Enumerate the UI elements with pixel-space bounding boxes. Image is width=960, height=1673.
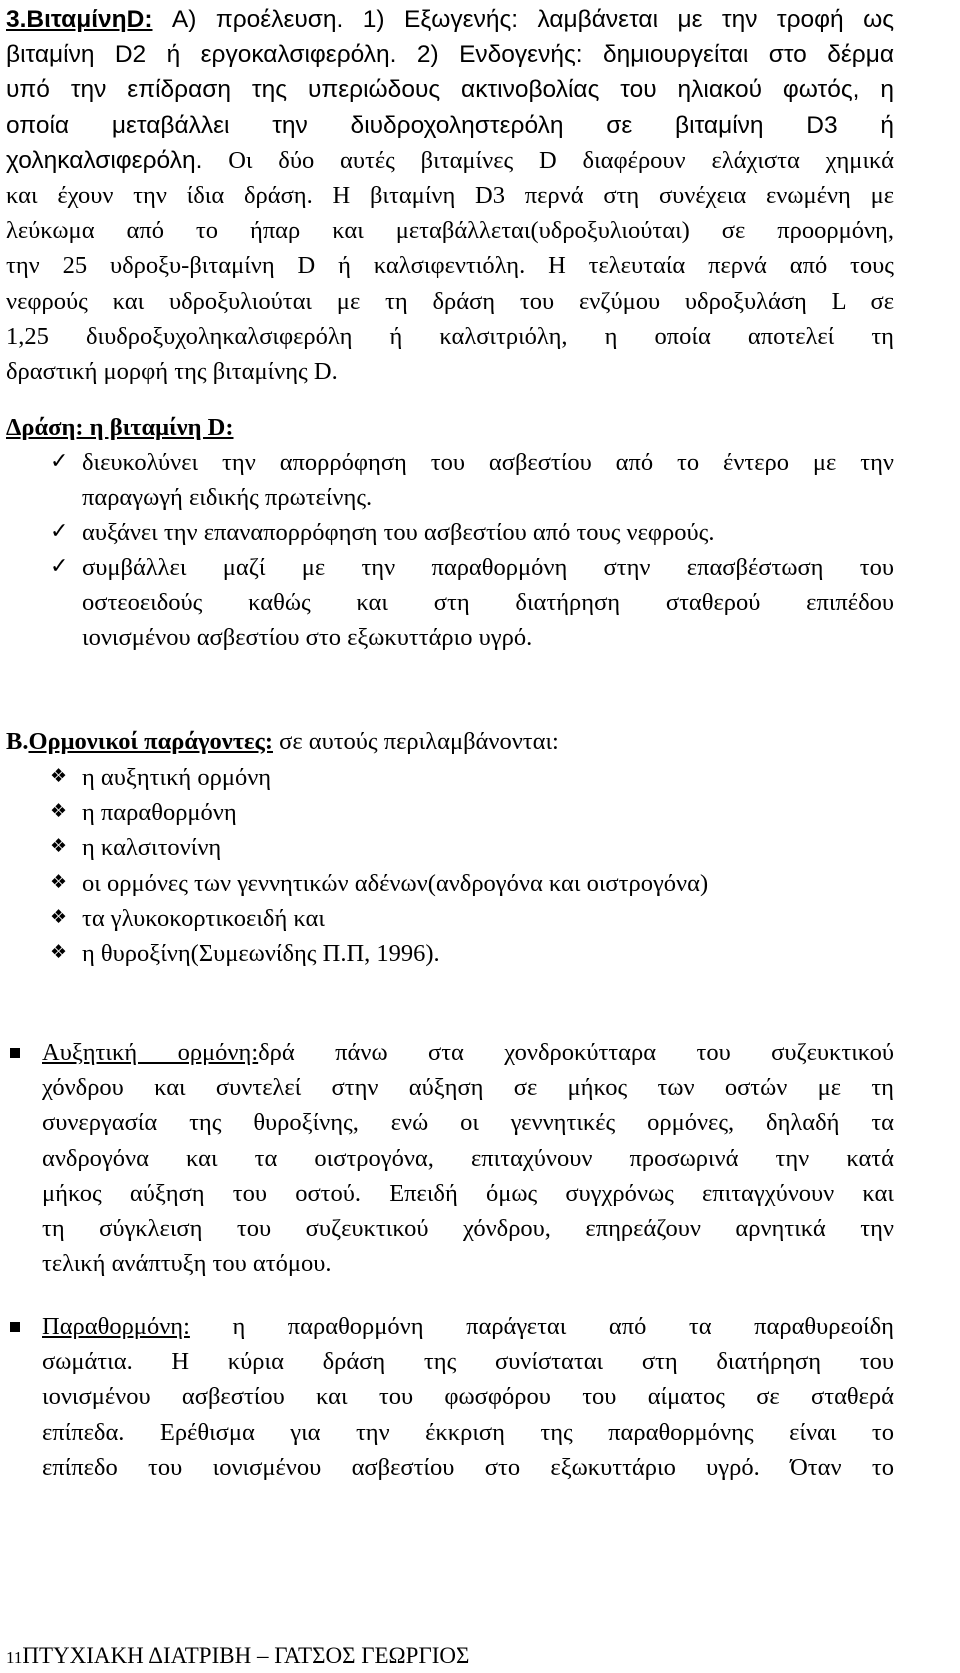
paragraph-line: δραστική μορφή της βιταμίνης D. xyxy=(6,357,338,385)
diamond-bullet-icon: ❖ xyxy=(50,940,68,963)
term: Αυξητική ορμόνη: xyxy=(42,1039,259,1066)
list-item: ❖ η αυξητική ορμόνη xyxy=(50,764,272,791)
diamond-bullet-icon: ❖ xyxy=(50,835,68,858)
hormones-heading-block: Β.Ορμονικοί παράγοντες: σε αυτούς περιλαμβάνονται: xyxy=(6,728,559,755)
paragraph-line: ιονισμένου ασβεστίου και του φωσφόρου του αίματος σε σταθερά xyxy=(42,1383,894,1411)
diamond-bullet-icon: ❖ xyxy=(50,765,68,787)
square-bullet-icon xyxy=(10,1322,20,1332)
action-heading: Δράση: η βιταμίνη D: xyxy=(6,414,234,441)
paragraph-line: επίπεδο του ιονισμένου ασβεστίου στο εξωκυττάριο υγρό. Όταν το xyxy=(42,1453,894,1481)
document-page: 3.ΒιταμίνηD: Α) προέλευση. 1) Εξωγενής: λαμβάνεται με την τροφή ως βιταμίνη D2 ή εργοκαλσιφερόλη. 2) Ενδογενής: δημιουργείται στο δέρμα υπό την επίδραση της υπεριώδους ακτινοβολίας του ηλιακού φωτός, η οποία μεταβάλλει την διυδροχοληστερόλη σε βιταμίνη D3 ή χοληκαλσιφερόλη. Οι δύο αυτές βιταμίνες D διαφέρουν ελάχιστα χημικά και έχουν την ίδια δράση. Η βιταμίνη D3 περνά στη συνέχεια ενωμένη με λεύκωμα από το ήπαρ και μεταβάλλεται(υδροξυλιούται) σε προορμόνη, την 25 υδροξυ-βιταμίνη D ή καλσιφεντιόλη. Η τελευταία περνά από τους νεφρούς και υδροξυλιούται με τη δράση του ενζύμου υδροξυλάση L σε 1,25 διυδροξυχοληκαλσιφερόλη ή καλσιτριόλη, η οποία αποτελεί τη δραστική μορφή της βιταμίνης D. Δράση: η βιταμίνη D: ✓ διευκολύνει την απορρόφηση του ασβεστίου από το έντερο με την παραγωγή ειδικής πρωτείνης. ✓ αυξάνει την επαναπορρόφηση του ασβεστίου από τους νεφρούς. ✓ συμβάλλει μαζί με την παραθορμόνη στην επασβέστωση του οστεοειδούς καθώς και στη διατήρηση σταθερού επιπέδου ιονισμένου ασβεστίου στο εξωκυττάριο υγρό. Β.Ορμονικοί παράγοντες: σε αυτούς περιλαμβάνονται: ❖ η αυξητική ορμόνη ❖ η παραθορμόνη ❖ η καλσιτονίνη ❖ οι ορμόνες των γεννητικών αδένων(ανδρογόνα και οιστρογόνα) ❖ τα γλυκοκορτικοειδή και ❖ η θυροξίνη(Συμεωνίδης Π.Π, 1996). Αυξητική ορμόνη:δρά πάνω στα χονδροκύτταρα του συζευκτικού χόνδρου και συντελεί στην αύξηση σε μήκος των οστών με τη συνεργασία της θυροξίνης, ενώ οι γεννητικές ορμόνες, δηλαδή τα ανδρογόνα και τα οιστρογόνα, επιταχύνουν προσωρινά την κατά μήκος αύξηση του οστού. Επειδή όμως συγχρόνως επιταγχύνουν και τη σύγκλειση του συζευκτικού χόνδρου, επηρεάζουν αρνητικά την τελική ανάπτυξη του ατόμου. Παραθορμόνη: η παραθορμόνη παράγεται από τα παραθυρεοίδη σωμάτια. Η κύρια δράση της συνίσταται στη διατήρηση του ιονισμένου ασβεστίου και του φωσφόρου του αίματος σε σταθερά επίπεδα. Ερέθισμα για την έκκριση της παραθορμόνης είναι το επίπεδο του ιονισμένου ασβεστίου στο εξωκυττάριο υγρό. Όταν το 11ΠΤΥΧΙΑΚΗ ΔΙΑΤΡΙΒΗ – ΓΑΤΣΟΣ ΓΕΩΡΓΙΟΣ xyxy=(0,0,960,1673)
page-number: 11 xyxy=(6,1648,23,1667)
paragraph-line: οποία μεταβάλλει την διυδροχοληστερόλη σε βιταμίνη D3 ή xyxy=(6,111,894,139)
paragraph-line: χοληκαλσιφερόλη. Οι δύο αυτές βιταμίνες D διαφέρουν ελάχιστα χημικά xyxy=(6,146,894,174)
square-bullet-icon xyxy=(10,1048,20,1058)
paragraph-line: τελική ανάπτυξη του ατόμου. xyxy=(42,1250,332,1278)
paragraph-line: λεύκωμα από το ήπαρ και μεταβάλλεται(υδροξυλιούται) σε προορμόνη, xyxy=(6,217,894,245)
paragraph-line: νεφρούς και υδροξυλιούται με τη δράση του ενζύμου υδροξυλάση L σε xyxy=(6,287,894,315)
list-item: ❖ η θυροξίνη(Συμεωνίδης Π.Π, 1996). xyxy=(50,939,440,967)
check-icon: ✓ xyxy=(50,554,69,579)
list-item: ❖ οι ορμόνες των γεννητικών αδένων(ανδρογόνα και οιστρογόνα) xyxy=(50,869,709,897)
diamond-bullet-icon: ❖ xyxy=(50,870,68,893)
diamond-bullet-icon: ❖ xyxy=(50,905,68,928)
list-item: ❖ η καλσιτονίνη xyxy=(50,834,222,862)
paragraph-line: και έχουν την ίδια δράση. Η βιταμίνη D3 περνά στη συνέχεια ενωμένη με xyxy=(6,181,894,209)
paragraph-line: ανδρογόνα και τα οιστρογόνα, επιταχύνουν προσωρινά την κατά xyxy=(42,1144,894,1172)
paragraph-line: συνεργασία της θυροξίνης, ενώ οι γεννητικές ορμόνες, δηλαδή τα xyxy=(42,1109,894,1137)
paragraph-line: τη σύγκλειση του συζευκτικού χόνδρου, επηρεάζουν αρνητικά την xyxy=(42,1214,894,1242)
paragraph-line: βιταμίνη D2 ή εργοκαλσιφερόλη. 2) Ενδογενής: δημιουργείται στο δέρμα xyxy=(6,41,894,69)
paragraph-line: υπό την επίδραση της υπεριώδους ακτινοβολίας του ηλιακού φωτός, η xyxy=(6,76,894,104)
check-icon: ✓ xyxy=(50,449,69,474)
vitamin-d-section xyxy=(6,2,894,389)
action-heading-block xyxy=(6,410,894,445)
hormones-list xyxy=(0,760,894,971)
section-heading: 3.ΒιταμίνηD: xyxy=(6,6,153,33)
page-footer xyxy=(6,1642,469,1672)
list-item: ❖ η παραθορμόνη xyxy=(50,799,237,827)
check-icon: ✓ xyxy=(50,519,69,544)
paragraph-line: επίπεδα. Ερέθισμα για την έκκριση της παραθορμόνης είναι το xyxy=(42,1418,894,1446)
section-letter: Β. xyxy=(6,728,29,755)
list-item: ❖ τα γλυκοκορτικοειδή και xyxy=(50,904,325,932)
paragraph-line: 1,25 διυδροξυχοληκαλσιφερόλη ή καλσιτριόλη, η οποία αποτελεί τη xyxy=(6,322,894,350)
term: Παραθορμόνη: xyxy=(42,1313,190,1340)
paragraph-line: χόνδρου και συντελεί στην αύξηση σε μήκος των οστών με τη xyxy=(42,1074,894,1102)
paragraph-line: μήκος αύξηση του οστού. Επειδή όμως συγχρόνως επιταγχύνουν και xyxy=(42,1179,894,1207)
paragraph-line: την 25 υδροξυ-βιταμίνη D ή καλσιφεντιόλη. Η τελευταία περνά από τους xyxy=(6,252,894,280)
paragraph-line: σωμάτια. Η κύρια δράση της συνίσταται στη διατήρηση του xyxy=(42,1348,894,1376)
section-heading: Ορμονικοί παράγοντες: xyxy=(28,728,273,755)
diamond-bullet-icon: ❖ xyxy=(50,800,68,823)
footer-text: ΠΤΥΧΙΑΚΗ ΔΙΑΤΡΙΒΗ – ΓΑΤΣΟΣ ΓΕΩΡΓΙΟΣ xyxy=(22,1643,470,1668)
paragraph-line: 3.ΒιταμίνηD: Α) προέλευση. 1) Εξωγενής: λαμβάνεται με την τροφή ως xyxy=(6,6,894,33)
